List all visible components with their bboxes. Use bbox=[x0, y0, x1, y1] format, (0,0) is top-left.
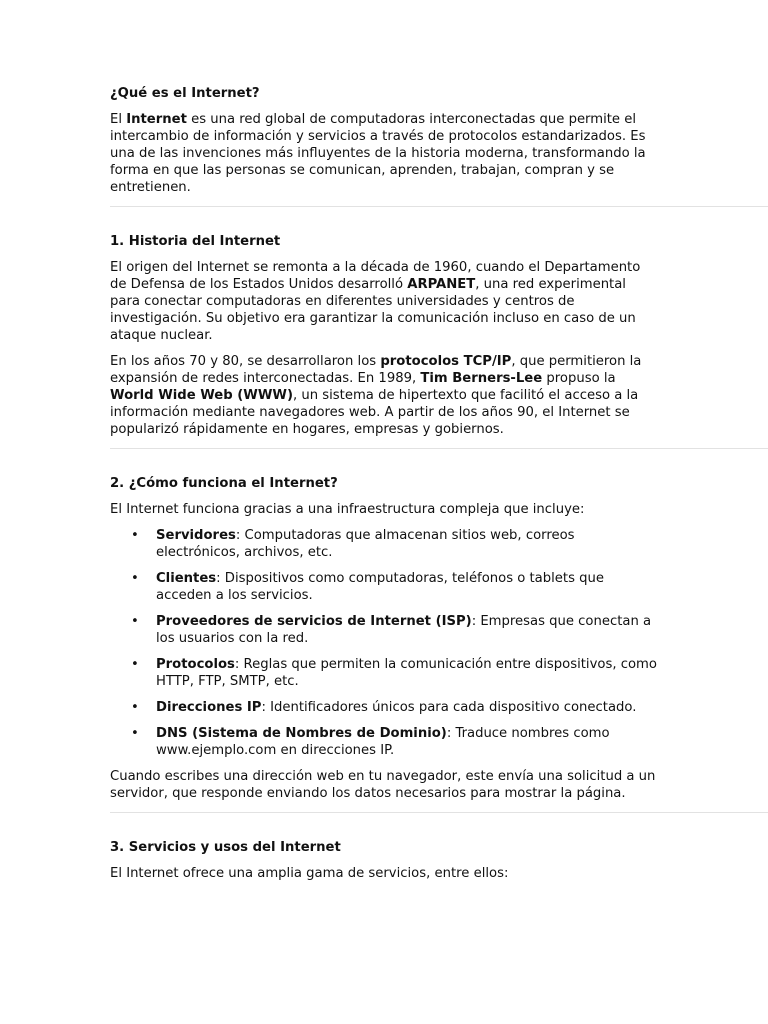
text-run: : Reglas que permiten la comunicación entre dispositivos, como HTTP, FTP, SMTP, etc. bbox=[156, 657, 657, 689]
bold-term: protocolos TCP/IP bbox=[380, 354, 512, 369]
text-run: , una red experimental para conectar computadoras en diferentes universidades y centros de investigación. Su objetivo era garantizar la comunicación incluso en caso de un ataque nuclear. bbox=[110, 277, 636, 343]
section-heading: 2. ¿Cómo funciona el Internet? bbox=[110, 476, 338, 491]
bold-term: Clientes bbox=[156, 571, 217, 586]
text-run: : Empresas que conectan a los usuarios con la red. bbox=[156, 614, 652, 646]
paragraph bbox=[110, 111, 660, 196]
paragraph bbox=[110, 353, 660, 438]
section-divider bbox=[110, 206, 768, 207]
paragraph: El Internet ofrece una amplia gama de servicios, entre ellos: bbox=[110, 866, 509, 881]
section-intro bbox=[110, 85, 660, 196]
section-services bbox=[110, 839, 660, 882]
section-heading: ¿Qué es el Internet? bbox=[110, 86, 260, 101]
list-item bbox=[110, 725, 660, 759]
section-divider bbox=[110, 448, 768, 449]
list-item bbox=[110, 656, 660, 690]
bold-term: Direcciones IP bbox=[156, 700, 262, 715]
bold-term: Protocolos bbox=[156, 657, 235, 672]
text-run: propuso la bbox=[542, 371, 616, 386]
text-run: El bbox=[110, 112, 127, 127]
bullet-list bbox=[110, 527, 660, 759]
text-run: : Dispositivos como computadoras, teléfonos o tablets que acceden a los servicios. bbox=[156, 571, 604, 603]
bold-term: ARPANET bbox=[407, 277, 476, 292]
section-history bbox=[110, 233, 660, 438]
text-run: : Identificadores únicos para cada dispositivo conectado. bbox=[261, 700, 637, 715]
list-item bbox=[110, 527, 660, 561]
text-run: : Computadoras que almacenan sitios web, correos electrónicos, archivos, etc. bbox=[156, 528, 575, 560]
paragraph bbox=[110, 259, 660, 344]
section-heading: 1. Historia del Internet bbox=[110, 234, 281, 249]
list-item bbox=[110, 613, 660, 647]
bold-term: DNS (Sistema de Nombres de Dominio) bbox=[156, 726, 447, 741]
bold-term: Internet bbox=[126, 112, 187, 127]
text-run: : Traduce nombres como www.ejemplo.com en direcciones IP. bbox=[156, 726, 610, 758]
section-divider bbox=[110, 812, 768, 813]
text-run: es una red global de computadoras interconectadas que permite el intercambio de información y servicios a través de protocolos estandarizados. Es una de las invenciones más influyentes de la historia moderna, transformando la forma en que las personas se comunican, aprenden, trabajan, compran y se entretienen. bbox=[110, 112, 646, 195]
section-how-it-works bbox=[110, 475, 660, 802]
bold-term: Servidores bbox=[156, 528, 236, 543]
section-heading: 3. Servicios y usos del Internet bbox=[110, 840, 341, 855]
bold-term: World Wide Web (WWW) bbox=[110, 388, 293, 403]
bold-term: Proveedores de servicios de Internet (ISP) bbox=[156, 614, 472, 629]
paragraph: Cuando escribes una dirección web en tu navegador, este envía una solicitud a un servidor, que responde enviando los datos necesarios para mostrar la página. bbox=[110, 769, 656, 801]
paragraph: El Internet funciona gracias a una infraestructura compleja que incluye: bbox=[110, 502, 585, 517]
document-body bbox=[110, 85, 660, 891]
text-run: El origen del Internet se remonta a la década de 1960, cuando el Departamento de Defensa de los Estados Unidos desarrolló bbox=[110, 260, 641, 292]
bold-term: Tim Berners-Lee bbox=[420, 371, 543, 386]
list-item bbox=[110, 699, 660, 716]
text-run: , que permitieron la expansión de redes interconectadas. En 1989, bbox=[110, 354, 642, 386]
list-item bbox=[110, 570, 660, 604]
text-run: En los años 70 y 80, se desarrollaron los bbox=[110, 354, 381, 369]
text-run: , un sistema de hipertexto que facilitó el acceso a la información mediante navegadores web. A partir de los años 90, el Internet se popularizó rápidamente en hogares, empresas y gobiernos. bbox=[110, 388, 639, 437]
